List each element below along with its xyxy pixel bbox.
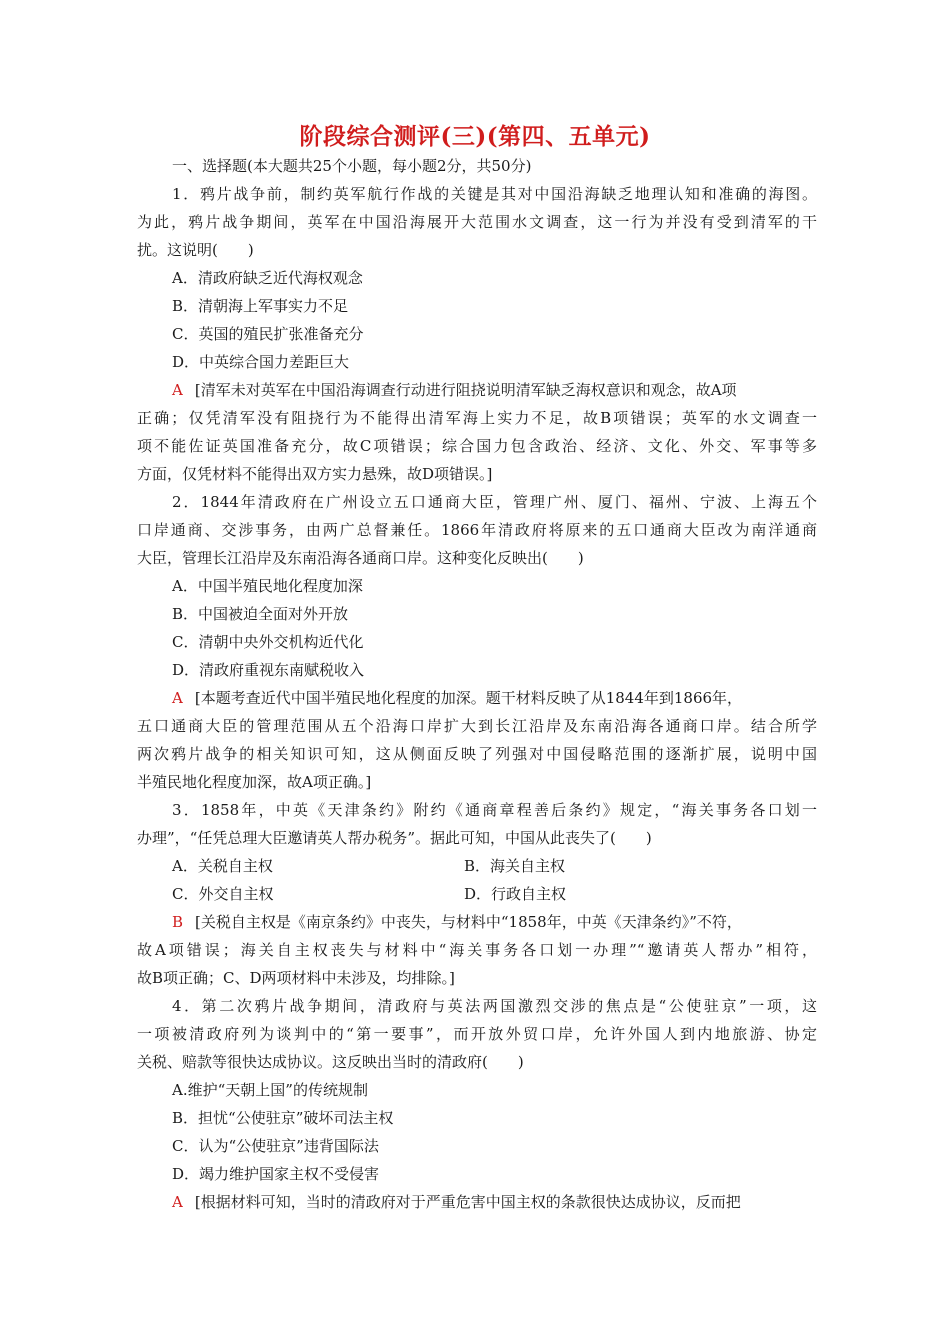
explanation-line: 半殖民地化程度加深，故A项正确。] — [137, 773, 372, 791]
option-d: D．竭力维护国家主权不受侵害 — [172, 1165, 380, 1183]
option-d: D．中英综合国力差距巨大 — [172, 353, 350, 371]
question-2 — [137, 488, 817, 796]
explanation-text: [本题考查近代中国半殖民地化程度的加深。题干材料反映了从1844年到1866年， — [194, 689, 743, 707]
question-stem-line: 2．1844年清政府在广州设立五口通商大臣，管理广州、厦门、福州、宁波、上海五个 — [172, 493, 817, 511]
page-title: 阶段综合测评(三)(第四、五单元) — [299, 123, 651, 150]
explanation-line: 五口通商大臣的管理范围从五个沿海口岸扩大到长江沿岸及东南沿海各通商口岸。结合所学 — [137, 717, 817, 735]
option-a: A．关税自主权 — [172, 857, 273, 875]
answer-line — [137, 908, 817, 936]
explanation-line: 项不能佐证英国准备充分，故C项错误；综合国力包含政治、经济、文化、外交、军事等多 — [137, 437, 817, 455]
explanation-line: 两次鸦片战争的相关知识可知，这从侧面反映了列强对中国侵略范围的逐渐扩展，说明中国 — [137, 745, 817, 763]
option-c: C．外交自主权 — [172, 885, 274, 903]
question-stem-line: 一项被清政府列为谈判中的“第一要事”，而开放外贸口岸，允许外国人到内地旅游、协定 — [137, 1025, 817, 1043]
question-4 — [137, 992, 817, 1216]
answer-letter: B — [172, 913, 184, 931]
explanation-line: 正确；仅凭清军没有阻挠行为不能得出清军海上实力不足，故B项错误；英军的水文调查一 — [137, 409, 817, 427]
option-a: A.维护“天朝上国”的传统规制 — [172, 1081, 368, 1099]
document-body — [137, 152, 817, 1216]
option-row — [137, 880, 817, 908]
explanation-text: [清军未对英军在中国沿海调查行动进行阻挠说明清军缺乏海权意识和观念，故A项 — [194, 381, 737, 399]
answer-letter: A — [172, 381, 183, 399]
option-c: C．清朝中央外交机构近代化 — [172, 633, 364, 651]
explanation-text: [关税自主权是《南京条约》中丧失，与材料中“1858年，中英《天津条约》”不符， — [195, 913, 742, 931]
option-a: A．中国半殖民地化程度加深 — [172, 577, 363, 595]
question-stem-line: 1．鸦片战争前，制约英军航行作战的关键是其对中国沿海缺乏地理认知和准确的海图。 — [172, 185, 817, 203]
question-stem-line: 关税、赔款等很快达成协议。这反映出当时的清政府( ) — [137, 1053, 524, 1071]
option-c: C．认为“公使驻京”违背国际法 — [172, 1137, 379, 1155]
question-stem-line: 大臣，管理长江沿岸及东南沿海各通商口岸。这种变化反映出( ) — [137, 549, 584, 567]
answer-line — [137, 1188, 817, 1216]
question-stem-line: 为此，鸦片战争期间，英军在中国沿海展开大范围水文调查，这一行为并没有受到清军的干 — [137, 213, 817, 231]
question-stem-line: 3．1858年，中英《天津条约》附约《通商章程善后条约》规定，“海关事务各口划一 — [172, 801, 817, 819]
question-stem-line: 口岸通商、交涉事务，由两广总督兼任。1866年清政府将原来的五口通商大臣改为南洋通商 — [137, 521, 817, 539]
option-a: A．清政府缺乏近代海权观念 — [172, 269, 363, 287]
question-stem-line: 办理”，“任凭总理大臣邀请英人帮办税务”。据此可知，中国从此丧失了( ) — [137, 829, 652, 847]
question-stem-line: 4．第二次鸦片战争期间，清政府与英法两国激烈交涉的焦点是“公使驻京”一项，这 — [172, 997, 817, 1015]
option-c: C．英国的殖民扩张准备充分 — [172, 325, 364, 343]
question-stem-line: 扰。这说明( ) — [137, 241, 254, 259]
option-b: B．海关自主权 — [464, 857, 566, 875]
explanation-line: 故A项错误；海关自主权丧失与材料中“海关事务各口划一办理”“邀请英人帮办”相符， — [137, 941, 817, 959]
answer-letter: A — [172, 1193, 183, 1211]
option-b: B．中国被迫全面对外开放 — [172, 605, 349, 623]
option-b: B．担忧“公使驻京”破坏司法主权 — [172, 1109, 394, 1127]
question-3 — [137, 796, 817, 992]
option-d: D．清政府重视东南赋税收入 — [172, 661, 365, 679]
option-b: B．清朝海上军事实力不足 — [172, 297, 349, 315]
option-row — [137, 852, 817, 880]
answer-line — [137, 376, 817, 404]
answer-letter: A — [172, 689, 183, 707]
answer-line — [137, 684, 817, 712]
section-heading: 一、选择题(本大题共25个小题，每小题2分，共50分) — [172, 157, 532, 175]
explanation-text: [根据材料可知，当时的清政府对于严重危害中国主权的条款很快达成协议，反而把 — [194, 1193, 741, 1211]
option-d: D．行政自主权 — [464, 885, 567, 903]
explanation-line: 方面，仅凭材料不能得出双方实力悬殊，故D项错误。] — [137, 465, 493, 483]
question-1 — [137, 180, 817, 488]
explanation-line: 故B项正确；C、D两项材料中未涉及，均排除。] — [137, 969, 455, 987]
